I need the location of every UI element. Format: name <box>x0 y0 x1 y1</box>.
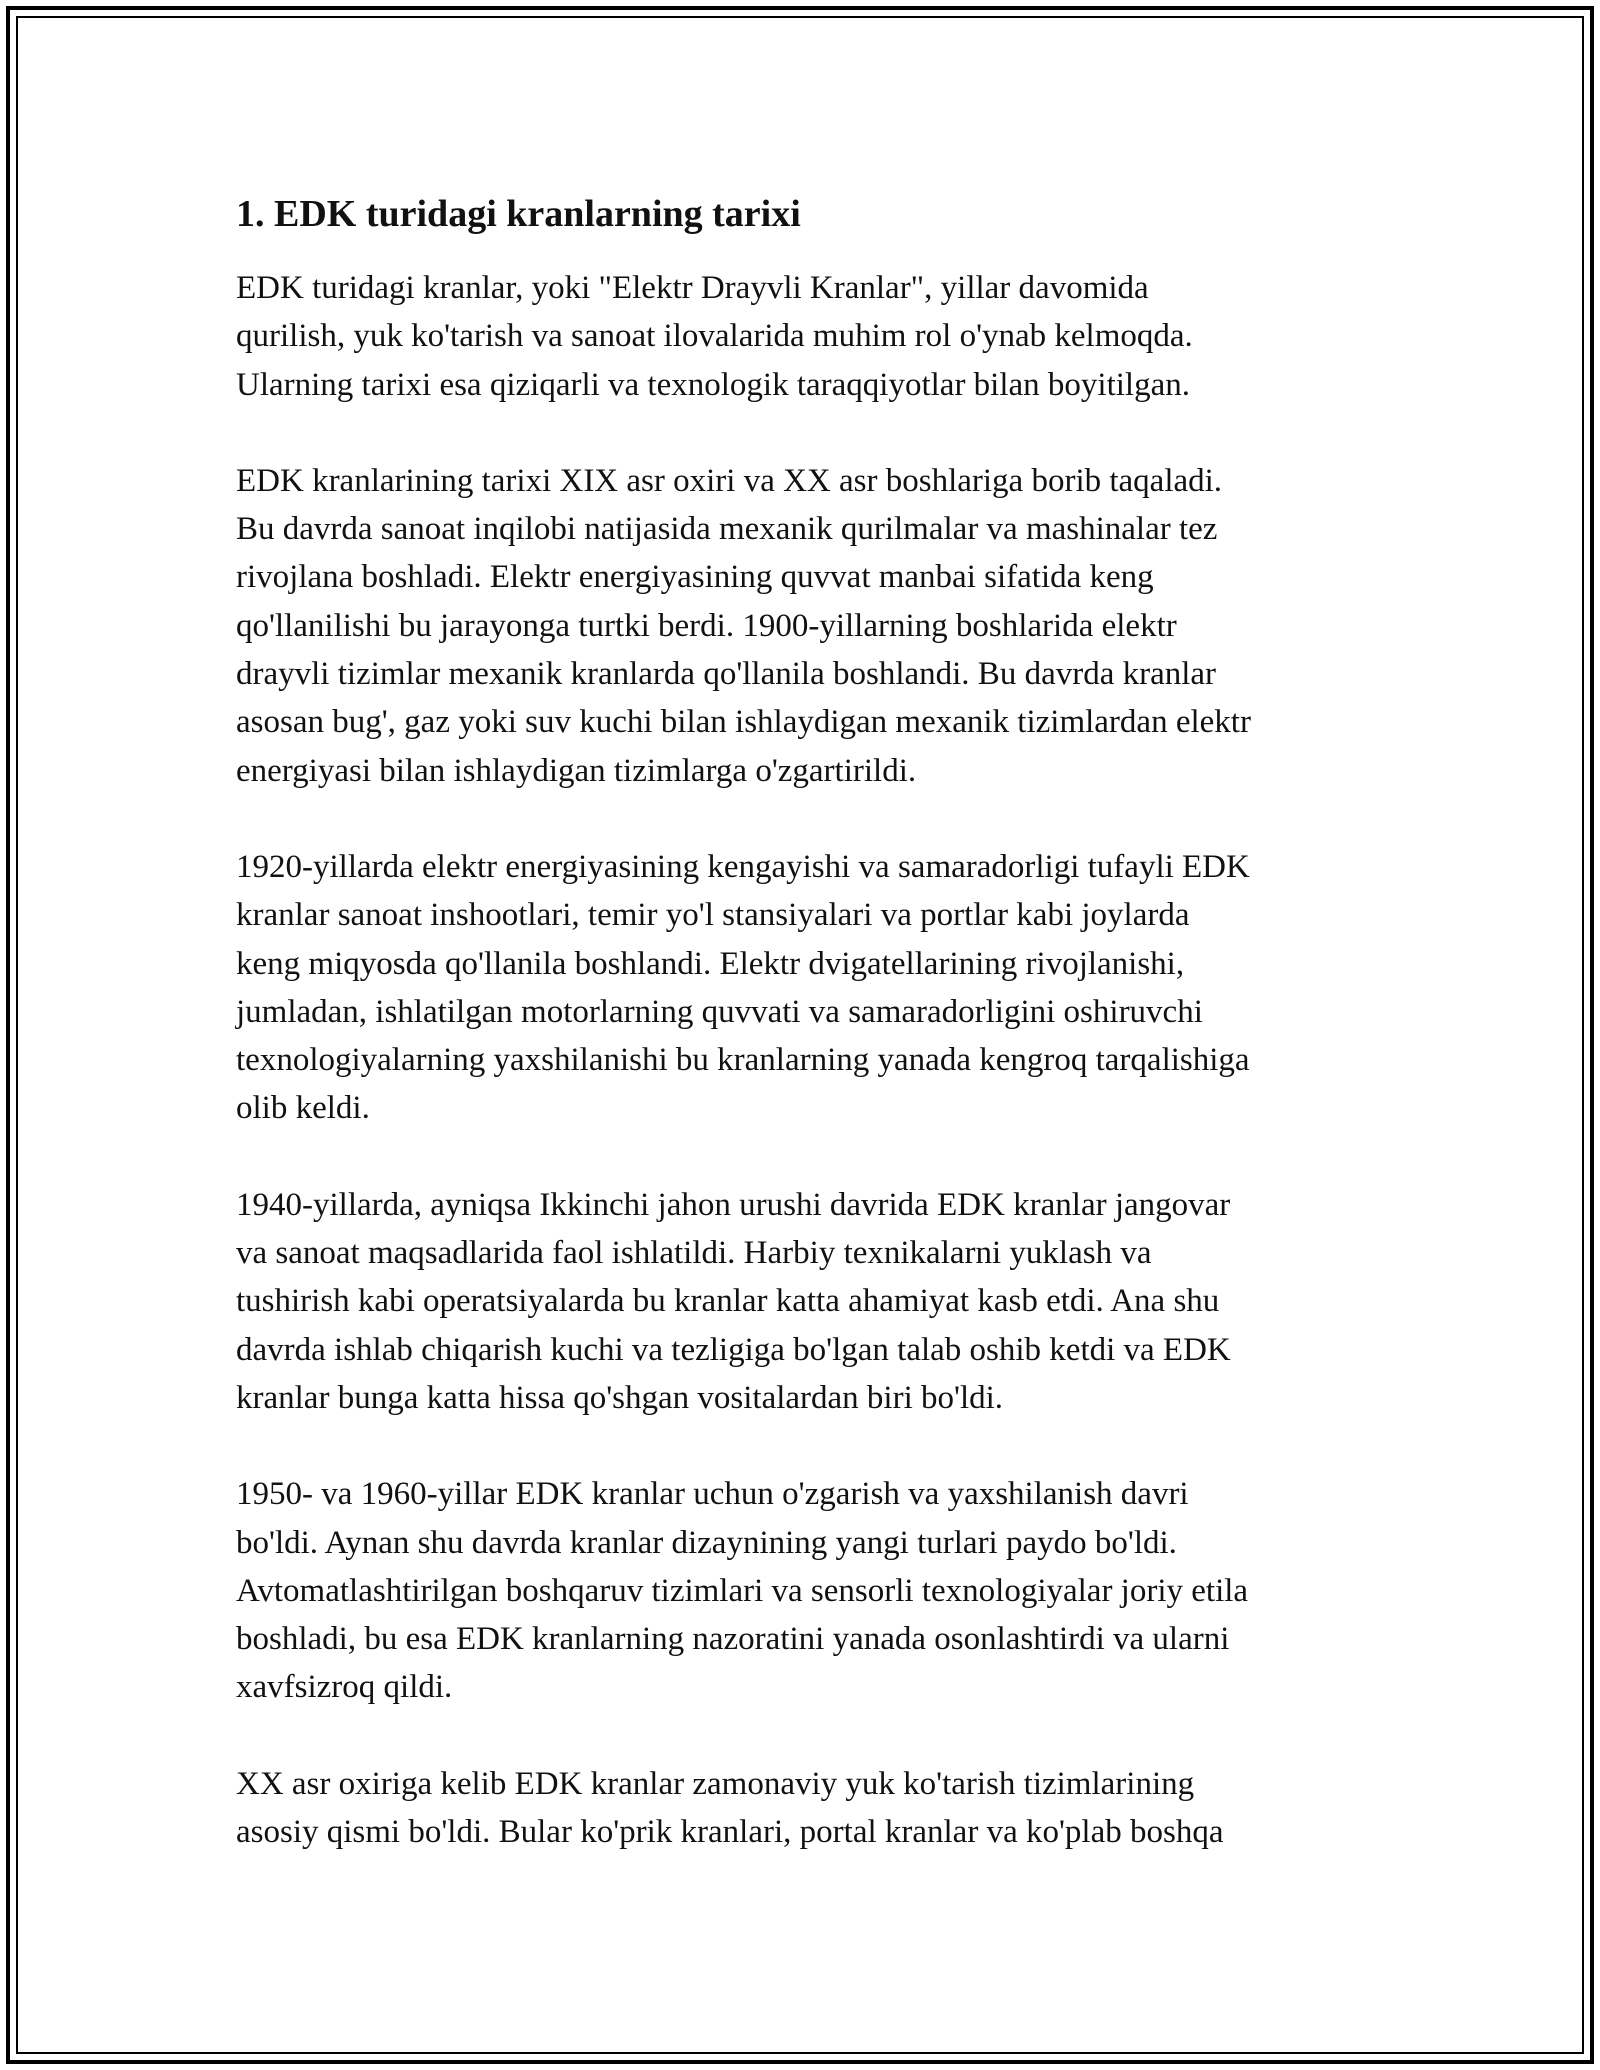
section-heading: 1. EDK turidagi kranlarning tarixi <box>236 193 801 235</box>
text-line: kranlar sanoat inshootlari, temir yo'l stansiyalari va portlar kabi joylarda <box>236 897 1190 934</box>
text-line: XX asr oxiriga kelib EDK kranlar zamonaviy yuk ko'tarish tizimlarining <box>236 1765 1195 1802</box>
text-line: va sanoat maqsadlarida faol ishlatildi. Harbiy texnikalarni yuklash va <box>236 1235 1152 1272</box>
paragraph-late-20th-century <box>236 1760 1376 1857</box>
text-line: xavfsizroq qildi. <box>236 1669 453 1706</box>
text-line: 1940-yillarda, ayniqsa Ikkinchi jahon urushi davrida EDK kranlar jangovar <box>236 1186 1231 1223</box>
text-line: olib keldi. <box>236 1090 370 1127</box>
paragraph-1920s <box>236 843 1376 1133</box>
paragraph-intro <box>236 264 1376 409</box>
text-line: energiyasi bilan ishlaydigan tizimlarga o'zgartirildi. <box>236 752 917 789</box>
text-line: Ularning tarixi esa qiziqarli va texnologik taraqqiyotlar bilan boyitilgan. <box>236 366 1190 403</box>
text-line: Avtomatlashtirilgan boshqaruv tizimlari va sensorli texnologiyalar joriy etila <box>236 1572 1249 1609</box>
text-line: 1920-yillarda elektr energiyasining kengayishi va samaradorligi tufayli EDK <box>236 848 1250 885</box>
text-line: drayvli tizimlar mexanik kranlarda qo'llanila boshlandi. Bu davrda kranlar <box>236 656 1217 693</box>
text-line: texnologiyalarning yaxshilanishi bu kranlarning yanada kengroq tarqalishiga <box>236 1042 1250 1079</box>
paragraph-1950s-1960s <box>236 1470 1376 1711</box>
paragraph-1940s <box>236 1181 1376 1422</box>
text-line: rivojlana boshladi. Elektr energiyasining quvvat manbai sifatida keng <box>236 559 1154 596</box>
text-line: kranlar bunga katta hissa qo'shgan vositalardan biri bo'ldi. <box>236 1379 1004 1416</box>
text-line: 1950- va 1960-yillar EDK kranlar uchun o'zgarish va yaxshilanish davri <box>236 1476 1189 1513</box>
text-line: jumladan, ishlatilgan motorlarning quvvati va samaradorligini oshiruvchi <box>236 993 1203 1030</box>
text-line: EDK turidagi kranlar, yoki "Elektr Drayvli Kranlar", yillar davomida <box>236 270 1149 306</box>
text-line: Bu davrda sanoat inqilobi natijasida mexanik qurilmalar va mashinalar tez <box>236 511 1218 548</box>
text-line: qo'llanilishi bu jarayonga turtki berdi. 1900-yillarning boshlarida elektr <box>236 607 1177 644</box>
document-body <box>236 190 1376 1904</box>
text-line: boshladi, bu esa EDK kranlarning nazoratini yanada osonlashtirdi va ularni <box>236 1621 1230 1658</box>
paragraph-origins <box>236 457 1376 795</box>
text-line: tushirish kabi operatsiyalarda bu kranlar katta ahamiyat kasb etdi. Ana shu <box>236 1283 1220 1320</box>
text-line: asosiy qismi bo'ldi. Bular ko'prik kranlari, portal kranlar va ko'plab boshqa <box>236 1814 1224 1851</box>
text-line: keng miqyosda qo'llanila boshlandi. Elektr dvigatellarining rivojlanishi, <box>236 945 1185 982</box>
text-line: EDK kranlarining tarixi XIX asr oxiri va XX asr boshlariga borib taqaladi. <box>236 462 1223 499</box>
text-line: davrda ishlab chiqarish kuchi va tezligiga bo'lgan talab oshib ketdi va EDK <box>236 1331 1231 1368</box>
text-line: qurilish, yuk ko'tarish va sanoat ilovalarida muhim rol o'ynab kelmoqda. <box>236 318 1193 355</box>
text-line: asosan bug', gaz yoki suv kuchi bilan ishlaydigan mexanik tizimlardan elektr <box>236 704 1251 741</box>
text-line: bo'ldi. Aynan shu davrda kranlar dizaynining yangi turlari paydo bo'ldi. <box>236 1524 1177 1561</box>
